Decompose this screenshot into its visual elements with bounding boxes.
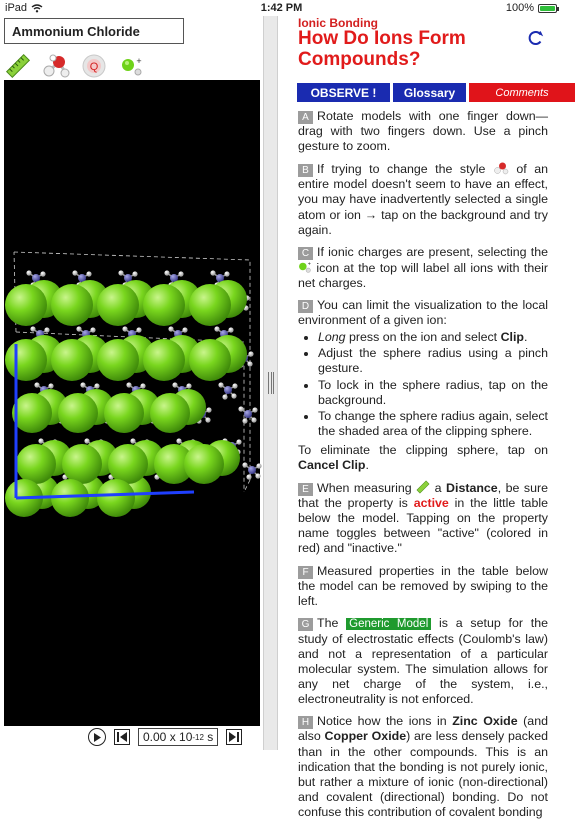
battery-percent: 100% <box>505 2 534 14</box>
chloride-ion[interactable] <box>51 284 93 326</box>
status-bar <box>0 0 563 16</box>
paragraph-letter: D <box>298 300 313 313</box>
simulation-time-field <box>138 728 218 746</box>
step-back-icon <box>117 732 127 742</box>
ion-charge-icon <box>119 53 145 79</box>
paragraph-f <box>298 564 548 609</box>
chloride-ion[interactable] <box>5 284 47 326</box>
style-tool-button[interactable] <box>42 52 70 80</box>
step-forward-icon <box>229 732 239 742</box>
ammonium-ion[interactable] <box>218 382 237 399</box>
instructions-panel[interactable] <box>282 16 560 819</box>
step-forward-button[interactable] <box>226 729 242 745</box>
model-panel <box>0 16 263 750</box>
paragraph-letter: E <box>298 483 313 496</box>
step-back-button[interactable] <box>114 729 130 745</box>
chloride-ion[interactable] <box>97 284 139 326</box>
paragraph-letter: A <box>298 111 313 124</box>
time-exponent: -12 <box>192 732 204 742</box>
charge-query-button[interactable] <box>80 52 108 80</box>
clip-cancel-note: To eliminate the clipping sphere, tap on Cancel Clip. <box>298 442 548 472</box>
paragraph-text: If ionic charges are present, selecting the <box>317 244 548 259</box>
paragraph-c <box>298 245 548 291</box>
paragraph-letter: B <box>298 164 313 177</box>
chloride-ion[interactable] <box>104 393 144 433</box>
ion-charges-button[interactable] <box>118 52 146 80</box>
observe-tab[interactable]: OBSERVE ! <box>297 83 390 102</box>
ruler-icon <box>416 480 430 494</box>
crystal-lattice-render[interactable] <box>4 80 260 726</box>
model-toolbar <box>4 50 146 82</box>
measure-tool-button[interactable] <box>4 52 32 80</box>
split-view-divider[interactable] <box>263 16 278 750</box>
chloride-ion[interactable] <box>97 339 139 381</box>
paragraph-a <box>298 109 548 154</box>
list-item: • Adjust the sphere radius using a pinch gesture. <box>318 346 548 376</box>
ruler-icon <box>5 53 31 79</box>
paragraph-letter: G <box>298 618 313 631</box>
chloride-ion[interactable] <box>108 444 148 484</box>
time-unit: s <box>207 730 214 744</box>
chloride-ion[interactable] <box>189 284 231 326</box>
clip-steps-list <box>318 330 548 439</box>
chloride-ion[interactable] <box>58 393 98 433</box>
paragraph-text: Measured properties in the table below the model can be removed by swiping to the left. <box>298 563 548 608</box>
status-time: 1:42 PM <box>260 2 303 14</box>
status-right <box>506 2 557 14</box>
play-button[interactable] <box>88 728 106 746</box>
list-item: • Long press on the ion and select Clip. <box>318 330 548 345</box>
query-icon <box>81 53 107 79</box>
molecule-style-icon <box>41 52 71 80</box>
paragraph-d <box>298 298 548 473</box>
molecule-viewer[interactable] <box>4 80 260 726</box>
ammonium-ion[interactable] <box>238 406 257 423</box>
section-kicker: Ionic Bonding <box>298 16 378 30</box>
chloride-ion[interactable] <box>12 393 52 433</box>
chloride-ion[interactable] <box>184 444 224 484</box>
paragraph-text: If trying to change the style <box>317 162 493 177</box>
chloride-ion[interactable] <box>189 339 231 381</box>
comments-tab[interactable]: Comments <box>469 83 575 102</box>
device-label: iPad <box>5 2 28 14</box>
list-item: • To change the sphere radius again, select the shaded area of the clipping sphere. <box>318 409 548 439</box>
paragraph-e: E When measuring a Distance, be sure that the property is active in the little table below the model. Tapping on the property name toggles between "active" (colored in red) and "inactive." <box>298 481 548 556</box>
generic-model-link[interactable]: Generic Model <box>346 618 431 630</box>
compound-selector[interactable]: Ammonium Chloride <box>4 18 184 44</box>
svg-text:+: + <box>307 261 311 268</box>
glossary-tab[interactable]: Glossary <box>393 83 466 102</box>
chloride-ion[interactable] <box>16 444 56 484</box>
chloride-ion[interactable] <box>5 339 47 381</box>
paragraph-text: Rotate models with one finger down—drag with two fingers down. Use a pinch gesture to zoom. <box>298 109 548 154</box>
svg-text:Q: Q <box>89 61 99 73</box>
chloride-ion[interactable] <box>97 479 135 517</box>
time-mantissa: 0.00 x 10 <box>143 730 193 744</box>
paragraph-h: H Notice how the ions in Zinc Oxide (and also Copper Oxide) are less densely packed than in the other compounds. This is an indication that the bonding is not purely ionic, but rather a mixture of ionic (non-directional) and covalent (directional) bonding. Do not confuse this contribution of covalent bonding <box>298 714 548 819</box>
ion-charge-icon <box>298 260 312 274</box>
chloride-ion[interactable] <box>143 339 185 381</box>
paragraph-text: icon at the top will label all ions with their net charges. <box>298 260 548 290</box>
paragraph-letter: C <box>298 247 313 260</box>
page-title: How Do Ions Form Compounds? <box>298 28 466 70</box>
paragraph-b <box>298 161 548 237</box>
chloride-ion[interactable] <box>51 339 93 381</box>
battery-icon <box>538 4 557 13</box>
chloride-ion[interactable] <box>62 444 102 484</box>
chloride-ion[interactable] <box>143 284 185 326</box>
list-item: • To lock in the sphere radius, tap on the background. <box>318 378 548 408</box>
refresh-icon[interactable] <box>528 30 544 46</box>
playback-bar <box>88 727 242 747</box>
section-nav <box>297 83 575 102</box>
active-keyword: active <box>413 496 449 511</box>
paragraph-g: G The Generic Model is a setup for the study of electrostatic effects (Coulomb's law) and not a representation of a particular molecular system. The simulation allows for any net charge of the system, i.e., electroneutrality is not enforced. <box>298 615 548 707</box>
play-icon <box>93 733 101 742</box>
instructions-content <box>298 109 548 827</box>
paragraph-letter: F <box>298 566 313 579</box>
molecule-style-icon <box>493 161 509 175</box>
paragraph-letter: H <box>298 716 313 729</box>
drag-handle-icon[interactable] <box>268 372 274 394</box>
ammonium-ion[interactable] <box>242 462 261 479</box>
paragraph-text: of an entire model doesn't seem to have an effect, you may have inadvertently selected a single atom or ion → tap on the background and try again. <box>298 162 548 237</box>
chloride-ion[interactable] <box>150 393 190 433</box>
svg-text:+: + <box>136 56 142 66</box>
ion-spheres[interactable] <box>5 270 262 517</box>
paragraph-text: You can limit the visualization to the local environment of a given ion: <box>298 298 548 328</box>
